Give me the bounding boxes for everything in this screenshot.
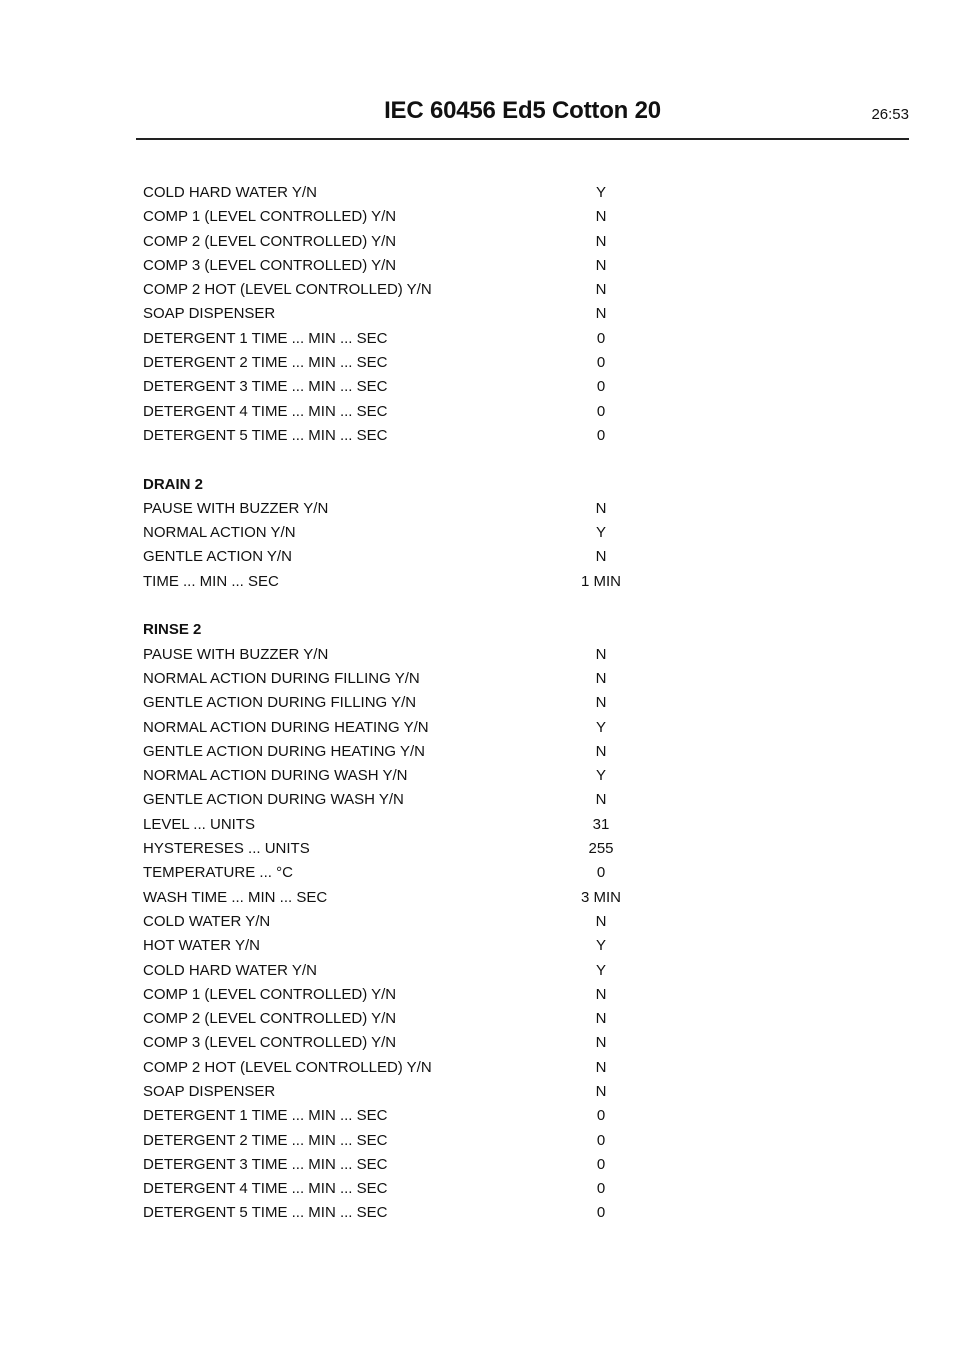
- setting-row: [143, 1080, 703, 1104]
- page-header: [136, 92, 909, 140]
- settings-list: [143, 181, 703, 1226]
- setting-value: N: [595, 645, 607, 663]
- setting-row: [143, 691, 703, 715]
- setting-value: 255: [588, 840, 614, 858]
- setting-row: [143, 400, 703, 424]
- setting-row: [143, 375, 703, 399]
- setting-label: SOAP DISPENSER: [143, 1082, 276, 1100]
- setting-label: TIME ... MIN ... SEC: [143, 572, 279, 590]
- setting-label: LEVEL ... UNITS: [143, 815, 255, 833]
- setting-row: [143, 278, 703, 302]
- setting-label: DETERGENT 5 TIME ... MIN ... SEC: [143, 1204, 388, 1222]
- setting-value: 0: [596, 1131, 606, 1149]
- setting-label: COMP 3 (LEVEL CONTROLLED) Y/N: [143, 256, 397, 274]
- section-spacer: [143, 594, 703, 618]
- setting-label: NORMAL ACTION Y/N: [143, 524, 296, 542]
- page-title: IEC 60456 Ed5 Cotton 20: [384, 97, 661, 124]
- setting-label: WASH TIME ... MIN ... SEC: [143, 888, 328, 906]
- setting-label: DETERGENT 3 TIME ... MIN ... SEC: [143, 378, 388, 396]
- setting-value: N: [595, 232, 607, 250]
- setting-value: Y: [595, 961, 606, 979]
- setting-label: DETERGENT 5 TIME ... MIN ... SEC: [143, 426, 388, 444]
- setting-value: 0: [596, 864, 606, 882]
- setting-value: 0: [596, 1180, 606, 1198]
- section-heading-label: RINSE 2: [143, 621, 202, 639]
- setting-label: NORMAL ACTION DURING WASH Y/N: [143, 767, 408, 785]
- section-spacer: [143, 448, 703, 472]
- setting-row: [143, 983, 703, 1007]
- setting-value: N: [595, 281, 607, 299]
- setting-label: DETERGENT 3 TIME ... MIN ... SEC: [143, 1155, 388, 1173]
- setting-label: PAUSE WITH BUZZER Y/N: [143, 645, 329, 663]
- setting-value: 0: [596, 402, 606, 420]
- setting-label: HOT WATER Y/N: [143, 937, 260, 955]
- setting-row: [143, 302, 703, 326]
- setting-label: COMP 2 (LEVEL CONTROLLED) Y/N: [143, 232, 397, 250]
- setting-row: [143, 764, 703, 788]
- setting-label: COMP 2 HOT (LEVEL CONTROLLED) Y/N: [143, 281, 432, 299]
- setting-row: [143, 667, 703, 691]
- setting-row: [143, 1056, 703, 1080]
- setting-label: DETERGENT 1 TIME ... MIN ... SEC: [143, 1107, 388, 1125]
- setting-value: N: [595, 1010, 607, 1028]
- setting-value: Y: [595, 937, 606, 955]
- setting-label: COMP 3 (LEVEL CONTROLLED) Y/N: [143, 1034, 397, 1052]
- setting-value: 0: [596, 1204, 606, 1222]
- setting-label: TEMPERATURE ... °C: [143, 864, 293, 882]
- setting-label: DETERGENT 4 TIME ... MIN ... SEC: [143, 402, 388, 420]
- setting-label: SOAP DISPENSER: [143, 305, 276, 323]
- setting-label: GENTLE ACTION DURING HEATING Y/N: [143, 742, 425, 760]
- setting-label: DETERGENT 2 TIME ... MIN ... SEC: [143, 354, 388, 372]
- setting-row: [143, 254, 703, 278]
- setting-value: N: [595, 256, 607, 274]
- setting-value: Y: [595, 718, 606, 736]
- setting-value: N: [595, 1034, 607, 1052]
- setting-row: [143, 351, 703, 375]
- setting-value: 0: [596, 378, 606, 396]
- setting-label: COMP 2 HOT (LEVEL CONTROLLED) Y/N: [143, 1058, 432, 1076]
- setting-label: COLD HARD WATER Y/N: [143, 184, 317, 201]
- setting-label: COMP 1 (LEVEL CONTROLLED) Y/N: [143, 208, 397, 226]
- setting-row: [143, 521, 703, 545]
- page-number: 26:53: [871, 106, 909, 123]
- setting-row: [143, 327, 703, 351]
- setting-value: 0: [596, 1107, 606, 1125]
- setting-row: [143, 643, 703, 667]
- setting-row: [143, 545, 703, 569]
- setting-row: [143, 1129, 703, 1153]
- setting-row: [143, 1153, 703, 1177]
- setting-value: N: [595, 985, 607, 1003]
- setting-row: [143, 837, 703, 861]
- section-heading: [143, 618, 703, 642]
- setting-label: GENTLE ACTION Y/N: [143, 548, 292, 566]
- setting-row: [143, 1201, 703, 1225]
- setting-row: [143, 788, 703, 812]
- setting-value: N: [595, 912, 607, 930]
- setting-label: NORMAL ACTION DURING FILLING Y/N: [143, 669, 420, 687]
- setting-row: [143, 861, 703, 885]
- setting-row: [143, 570, 703, 594]
- setting-row: [143, 910, 703, 934]
- setting-value: N: [595, 1082, 607, 1100]
- setting-value: N: [595, 742, 607, 760]
- setting-value: N: [595, 548, 607, 566]
- setting-label: PAUSE WITH BUZZER Y/N: [143, 499, 329, 517]
- setting-value: 0: [596, 426, 606, 444]
- setting-value: N: [595, 791, 607, 809]
- setting-label: NORMAL ACTION DURING HEATING Y/N: [143, 718, 429, 736]
- setting-value: N: [595, 669, 607, 687]
- setting-label: DETERGENT 1 TIME ... MIN ... SEC: [143, 329, 388, 347]
- setting-row: [143, 1104, 703, 1128]
- setting-row: [143, 230, 703, 254]
- setting-row: [143, 716, 703, 740]
- setting-label: GENTLE ACTION DURING FILLING Y/N: [143, 694, 417, 712]
- setting-row: [143, 205, 703, 229]
- setting-value: N: [595, 208, 607, 226]
- setting-value: 1 MIN: [580, 572, 621, 590]
- setting-row: [143, 1177, 703, 1201]
- setting-row: [143, 181, 703, 205]
- section-heading: [143, 473, 703, 497]
- setting-value: 31: [592, 815, 610, 833]
- setting-row: [143, 424, 703, 448]
- section-heading-label: DRAIN 2: [143, 475, 204, 493]
- setting-value: Y: [595, 767, 606, 785]
- setting-row: [143, 1007, 703, 1031]
- setting-value: 0: [596, 354, 606, 372]
- setting-row: [143, 497, 703, 521]
- setting-row: [143, 934, 703, 958]
- setting-row: [143, 959, 703, 983]
- setting-label: COMP 1 (LEVEL CONTROLLED) Y/N: [143, 985, 397, 1003]
- setting-row: [143, 886, 703, 910]
- setting-label: COLD HARD WATER Y/N: [143, 961, 317, 979]
- setting-row: [143, 740, 703, 764]
- setting-value: N: [595, 694, 607, 712]
- setting-value: N: [595, 1058, 607, 1076]
- setting-label: DETERGENT 4 TIME ... MIN ... SEC: [143, 1180, 388, 1198]
- setting-value: Y: [595, 524, 606, 542]
- setting-row: [143, 1031, 703, 1055]
- setting-label: GENTLE ACTION DURING WASH Y/N: [143, 791, 404, 809]
- setting-label: HYSTERESES ... UNITS: [143, 840, 310, 858]
- setting-label: COMP 2 (LEVEL CONTROLLED) Y/N: [143, 1010, 397, 1028]
- setting-label: DETERGENT 2 TIME ... MIN ... SEC: [143, 1131, 388, 1149]
- setting-value: 0: [596, 329, 606, 347]
- setting-value: 0: [596, 1155, 606, 1173]
- setting-value: 3 MIN: [580, 888, 621, 906]
- setting-row: [143, 813, 703, 837]
- setting-value: Y: [595, 184, 606, 201]
- setting-value: N: [595, 499, 607, 517]
- setting-label: COLD WATER Y/N: [143, 912, 271, 930]
- setting-value: N: [595, 305, 607, 323]
